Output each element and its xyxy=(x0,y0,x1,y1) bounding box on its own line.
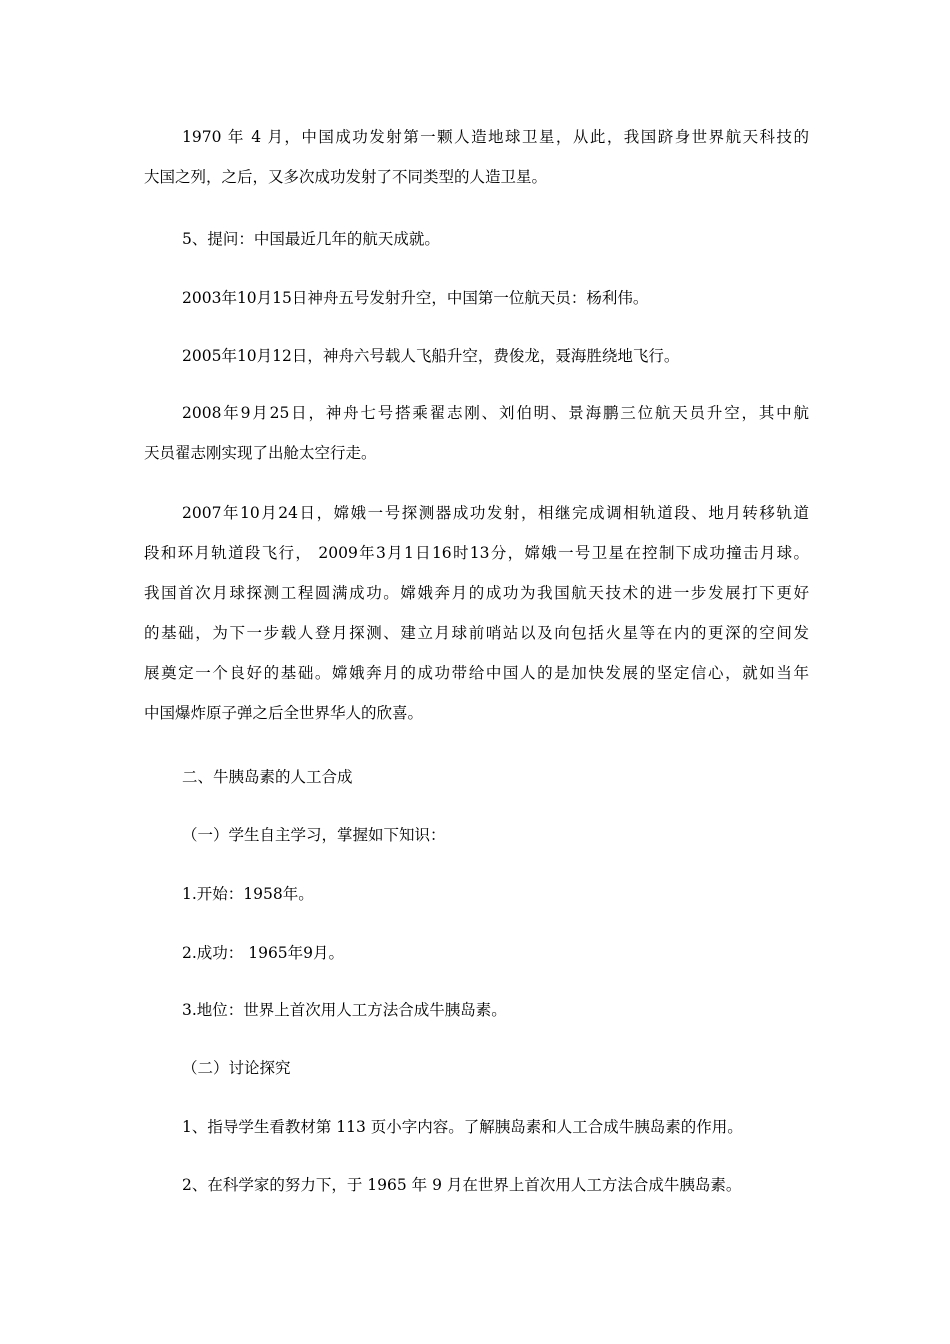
paragraph-line: 1、指导学生看教材第 113 页小字内容。了解胰岛素和人工合成牛胰岛素的作用。 xyxy=(182,1118,743,1136)
paragraph-line: 2、在科学家的努力下，于 1965 年 9 月在世界上首次用人工方法合成牛胰岛素。 xyxy=(182,1176,742,1194)
subheading-self-study xyxy=(144,815,809,855)
discussion-item-2 xyxy=(144,1165,809,1205)
paragraph-line: 中国爆炸原子弹之后全世界华人的欣喜。 xyxy=(144,704,424,722)
paragraph-line: 1970 年 4 月，中国成功发射第一颗人造地球卫星，从此，我国跻身世界航天科技的 xyxy=(182,128,809,146)
paragraph-line: 展奠定一个良好的基础。嫦娥奔月的成功带给中国人的是加快发展的坚定信心，就如当年 xyxy=(144,664,809,682)
paragraph-shenzhou-6 xyxy=(144,336,809,376)
section-heading-insulin xyxy=(144,757,809,797)
paragraph-line: 的基础，为下一步载人登月探测、建立月球前哨站以及向包括火星等在内的更深的空间发 xyxy=(144,624,809,642)
paragraph-question-5 xyxy=(144,219,809,259)
paragraph-line: 2003年10月15日神舟五号发射升空，中国第一位航天员：杨利伟。 xyxy=(182,289,649,307)
paragraph-change-1 xyxy=(144,493,809,733)
paragraph-line: （一）学生自主学习，掌握如下知识： xyxy=(182,826,446,844)
paragraph-line: 2.成功： 1965年9月。 xyxy=(182,944,345,962)
list-item-status xyxy=(144,990,809,1030)
paragraph-shenzhou-7 xyxy=(144,393,809,473)
paragraph-line: 2005年10月12日，神舟六号载人飞船升空，费俊龙，聂海胜绕地飞行。 xyxy=(182,347,680,365)
list-item-success xyxy=(144,933,809,973)
paragraph-first-satellite xyxy=(144,117,809,197)
paragraph-line: 天员翟志刚实现了出舱太空行走。 xyxy=(144,444,377,462)
paragraph-line: 2008年9月25日，神舟七号搭乘翟志刚、刘伯明、景海鹏三位航天员升空，其中航 xyxy=(182,404,809,422)
subheading-discussion xyxy=(144,1048,809,1088)
paragraph-line: 5、提问：中国最近几年的航天成就。 xyxy=(182,230,440,248)
discussion-item-1 xyxy=(144,1107,809,1147)
paragraph-line: 我国首次月球探测工程圆满成功。嫦娥奔月的成功为我国航天技术的进一步发展打下更好 xyxy=(144,584,809,602)
paragraph-line: 2007年10月24日，嫦娥一号探测器成功发射，相继完成调相轨道段、地月转移轨道 xyxy=(182,504,809,522)
paragraph-line: （二）讨论探究 xyxy=(182,1059,291,1077)
paragraph-line: 段和环月轨道段飞行， 2009年3月1日16时13分，嫦娥一号卫星在控制下成功撞击月球。 xyxy=(144,544,809,562)
list-item-start xyxy=(144,874,809,914)
paragraph-line: 1.开始：1958年。 xyxy=(182,885,314,903)
paragraph-line: 大国之列，之后，又多次成功发射了不同类型的人造卫星。 xyxy=(144,168,548,186)
paragraph-shenzhou-5 xyxy=(144,278,809,318)
paragraph-line: 3.地位：世界上首次用人工方法合成牛胰岛素。 xyxy=(182,1001,507,1019)
paragraph-line: 二、牛胰岛素的人工合成 xyxy=(182,768,353,786)
